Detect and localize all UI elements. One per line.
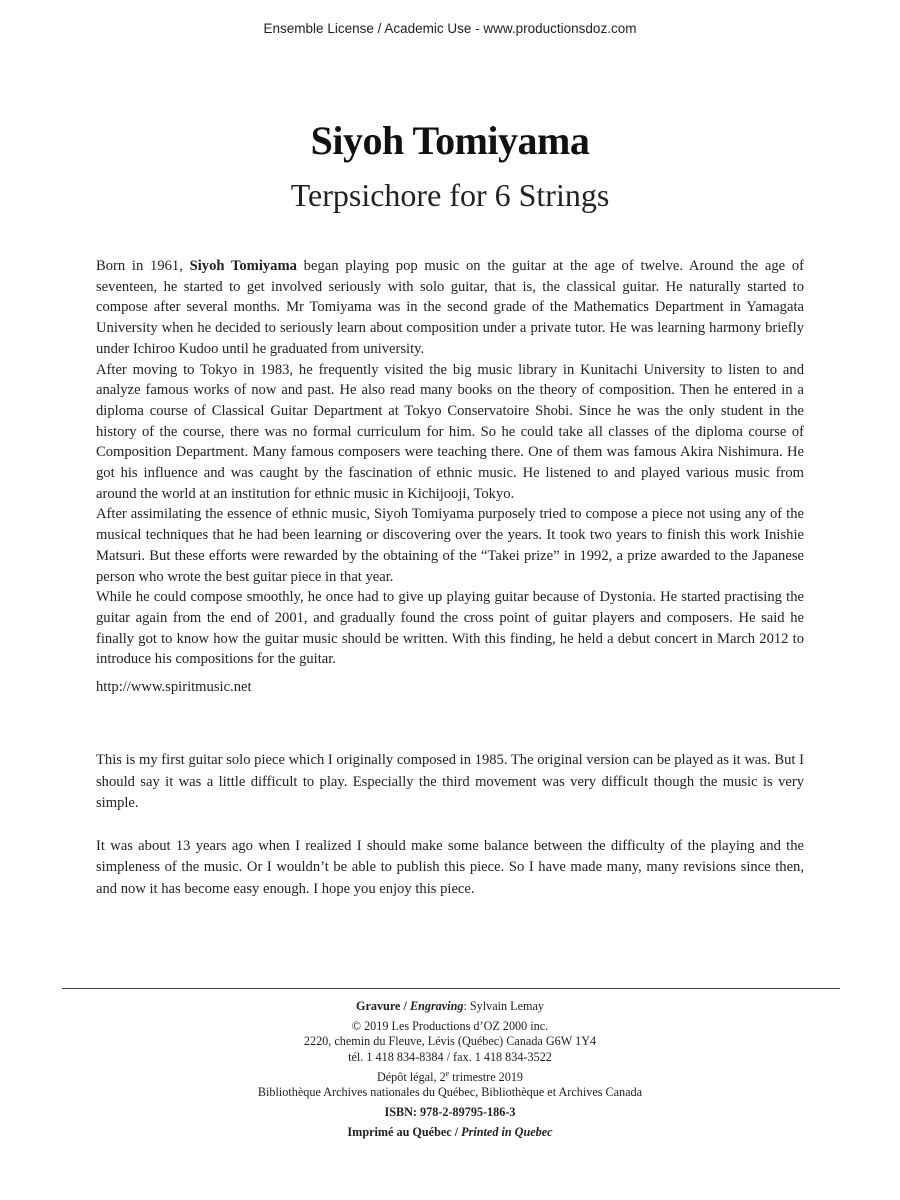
biography (96, 256, 804, 670)
printed-separator: / (451, 1125, 462, 1140)
notes-paragraph-2: It was about 13 years ago when I realized I should make some balance between the difficulty of the playing and the simpleness of the music. Or I wouldn’t be able to publish this piece. So I have made many, many revisions since then, and now it has become easy enough. I hope you enjoy this piece. (96, 837, 804, 897)
license-header: Ensemble License / Academic Use - www.productionsdoz.com (263, 21, 637, 36)
archives-line: Bibliothèque Archives nationales du Québec, Bibliothèque et Archives Canada (257, 1085, 643, 1100)
printed-label-fr: Imprimé au Québec (347, 1125, 452, 1140)
program-notes (96, 750, 804, 921)
publisher-info (0, 1019, 900, 1065)
colophon (0, 999, 900, 1146)
engraving-separator: / (400, 999, 410, 1013)
engraving-label-en: Engraving (409, 999, 464, 1013)
phone-line: tél. 1 418 834-8384 / fax. 1 418 834-3522 (348, 1049, 552, 1064)
legal-superscript: e (445, 1068, 450, 1078)
bio-intro-prefix: Born in 1961, (96, 258, 190, 274)
printed-label-en: Printed in Quebec (461, 1125, 553, 1140)
isbn-line: ISBN: 978-2-89795-186-3 (384, 1105, 516, 1120)
website-link[interactable]: http://www.spiritmusic.net (96, 679, 252, 695)
legal-prefix: Dépôt légal, 2 (376, 1069, 446, 1084)
bio-paragraph-2: After moving to Tokyo in 1983, he frequently visited the big music library in Kunitachi University to listen to and analyze famous works of now and past. He also read many books on the theory of composition. Then he entered in a diploma course of Classical Guitar Department at Tokyo Conservatoire Shobi. Since he was the only student in the history of the course, there was no formal curriculum for him. So he could take all classes of the diploma course of Composition Department. Many famous composers were teaching there. One of them was famous Akira Nishimura. He got his influence and was caught by the fascination of ethnic music. He listened to and played various music from around the world at an institution for ethnic music in Kichijooji, Tokyo. (96, 361, 804, 502)
legal-deposit (0, 1070, 900, 1100)
bio-paragraph-1 (96, 256, 804, 360)
piece-title: Terpsichore for 6 Strings (290, 177, 610, 213)
bio-intro-rest: began playing pop music on the guitar at the age of twelve. Around the age of seventeen, he started to get involved seriously with solo guitar, that is, the classical guitar. He naturally started to compose after several months. Mr Tomiyama was in the second grade of the Mathematics Department in Yamagata University when he decided to seriously learn about composition under a private tutor. He was learning harmony briefly under Ichiroo Kudoo until he graduated from university. (96, 258, 804, 357)
engraving-credit (0, 999, 900, 1014)
footer-divider (62, 988, 840, 989)
copyright-line: © 2019 Les Productions d’OZ 2000 inc. (351, 1019, 549, 1034)
composer-name: Siyoh Tomiyama (310, 118, 590, 163)
printed-line (0, 1125, 900, 1140)
notes-paragraph-1: This is my first guitar solo piece which I originally composed in 1985. The original version can be played as it was. But I should say it was a little difficult to play. Especially the third movement was very difficult though the music is very simple. (96, 752, 804, 811)
bio-paragraph-4: While he could compose smoothly, he once had to give up playing guitar because of Dystonia. He started practising the guitar again from the end of 2001, and gradually found the cross point of guitar players and composers. He said he finally got to know how the guitar music should be written. With this finding, he held a debut concert in March 2012 to introduce his compositions for the guitar. (96, 589, 804, 668)
legal-suffix: trimestre 2019 (449, 1069, 524, 1084)
bio-composer-name: Siyoh Tomiyama (189, 258, 297, 274)
bio-paragraph-3: After assimilating the essence of ethnic music, Siyoh Tomiyama purposely tried to compose a piece not using any of the musical techniques that he had been learning or discovering over the years. It took two years to finish this work Inishie Matsuri. But these efforts were rewarded by the obtaining of the “Takei prize” in 1992, a prize awarded to the Japanese person who wrote the best guitar piece in that year. (96, 506, 804, 585)
legal-deposit-line (0, 1070, 900, 1085)
engraving-label-fr: Gravure (355, 999, 401, 1013)
address-line: 2220, chemin du Fleuve, Lévis (Québec) Canada G6W 1Y4 (303, 1034, 597, 1049)
engraver-name: : Sylvain Lemay (463, 999, 545, 1013)
